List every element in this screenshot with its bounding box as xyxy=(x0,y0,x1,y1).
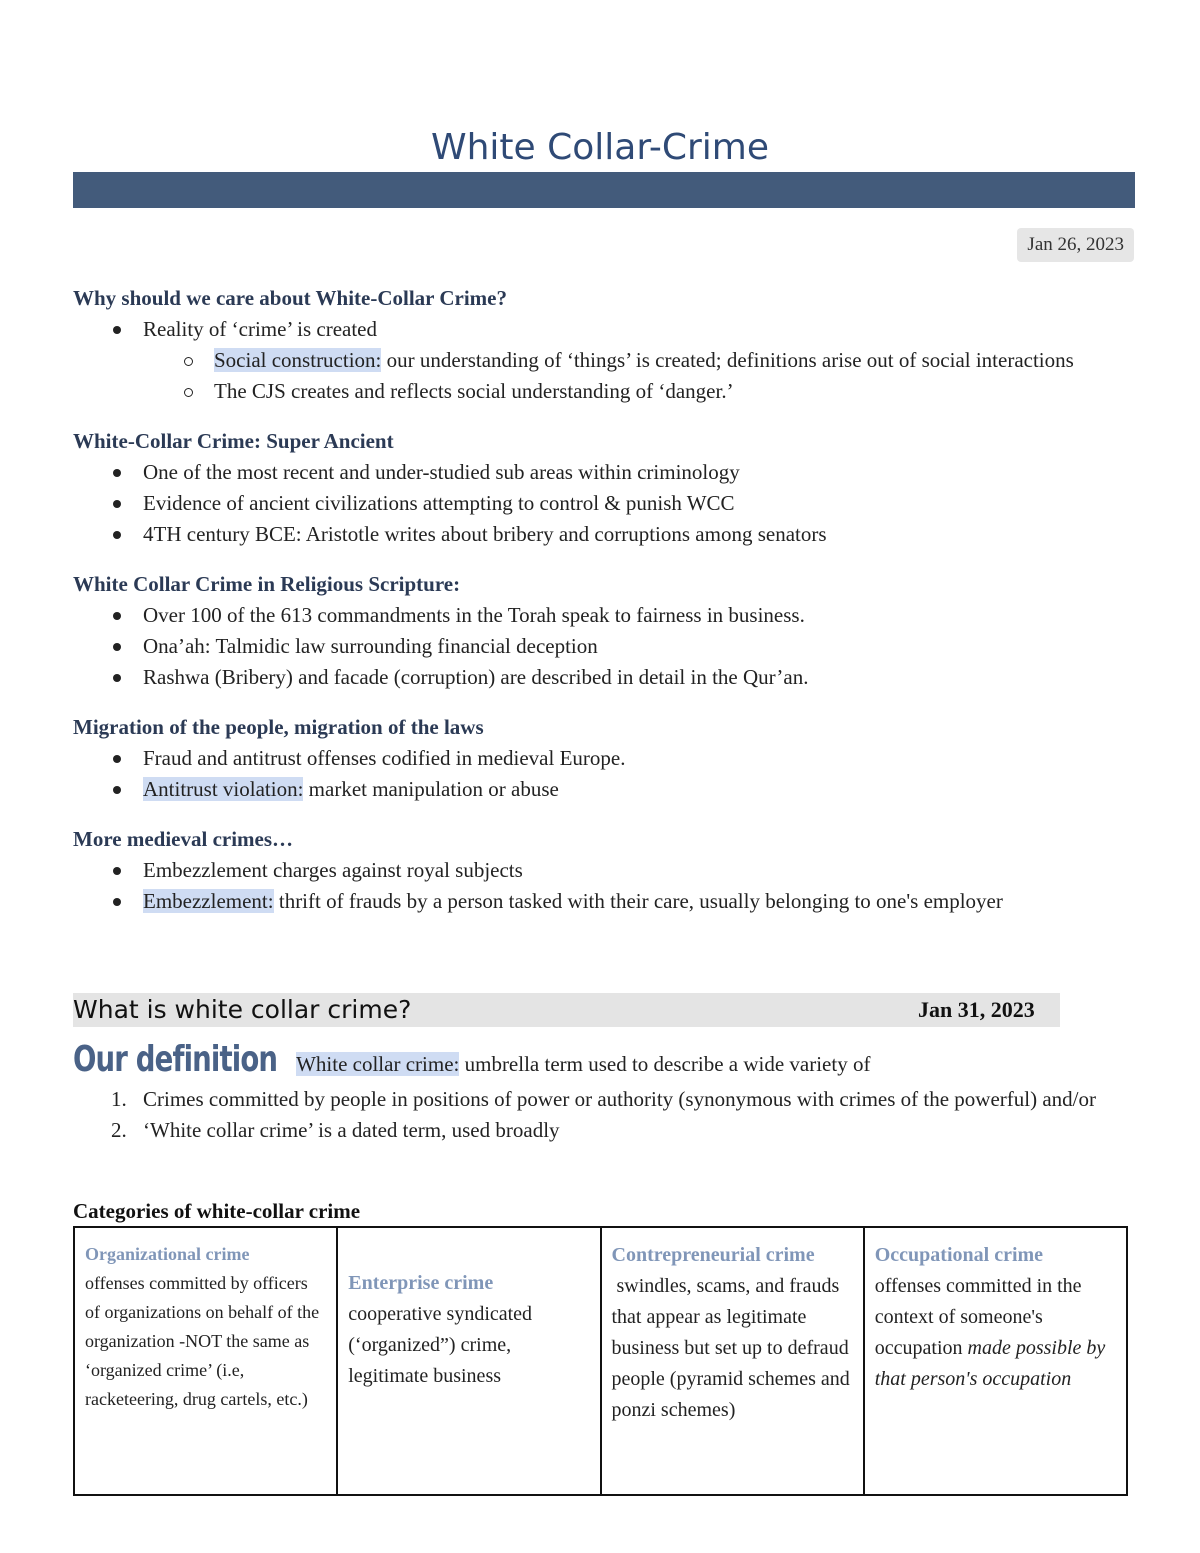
bullet-list xyxy=(73,855,1135,917)
list-item xyxy=(73,774,1135,805)
table-row xyxy=(74,1227,1127,1495)
list-item: Over 100 of the 613 commandments in the Torah speak to fairness in business. xyxy=(73,600,1135,631)
cell-text-plain: offenses committed in the context of someone's occupation xyxy=(874,1275,1082,1359)
list-number: 2. xyxy=(111,1118,127,1142)
definition-label: Our definition xyxy=(73,1039,278,1080)
cell-title: Enterprise crime xyxy=(348,1272,494,1294)
cell-title: Occupational crime xyxy=(874,1244,1044,1266)
list-item: One of the most recent and under-studied sub areas within criminology xyxy=(73,457,1135,488)
cell-text xyxy=(875,1271,1116,1395)
list-item: 4TH century BCE: Aristotle writes about bribery and corruptions among senators xyxy=(73,519,1135,550)
title-underline-bar xyxy=(73,172,1135,208)
heading2-date: Jan 31, 2023 xyxy=(918,997,1035,1022)
section-heading: Migration of the people, migration of the laws xyxy=(73,715,484,739)
numbered-list xyxy=(73,1084,1135,1146)
highlighted-term: Embezzlement: xyxy=(143,889,274,913)
list-item xyxy=(73,1115,1135,1146)
list-item-text: our understanding of ‘things’ is created; definitions arise out of social interactions xyxy=(381,348,1074,372)
notes-content xyxy=(73,283,1135,917)
highlighted-term: Antitrust violation: xyxy=(143,777,304,801)
list-item xyxy=(73,345,1135,376)
table-cell xyxy=(337,1227,600,1495)
section-heading: More medieval crimes… xyxy=(73,827,294,851)
list-item: Embezzlement charges against royal subjects xyxy=(73,855,1135,886)
table-cell xyxy=(864,1227,1127,1495)
cell-title: Contrepreneurial crime xyxy=(611,1244,815,1266)
definition-text: umbrella term used to describe a wide variety of xyxy=(459,1052,871,1076)
list-item-text: Crimes committed by people in positions of power or authority (synonymous with crimes of the powerful) and/or xyxy=(143,1087,1096,1111)
bullet-list xyxy=(73,457,1135,550)
list-item: Evidence of ancient civilizations attempting to control & punish WCC xyxy=(73,488,1135,519)
date-chip[interactable]: Jan 26, 2023 xyxy=(1017,228,1134,262)
list-item-text: thrift of frauds by a person tasked with their care, usually belonging to one's employer xyxy=(273,889,1003,913)
highlighted-term: Social construction: xyxy=(214,348,382,372)
list-item-text: market manipulation or abuse xyxy=(303,777,559,801)
list-item xyxy=(73,886,1135,917)
heading2-title: What is white collar crime? xyxy=(73,995,412,1024)
list-item: Reality of ‘crime’ is created xyxy=(73,314,1135,345)
categories-heading: Categories of white-collar crime xyxy=(73,1199,361,1223)
cell-text: swindles, scams, and frauds that appear as legitimate business but set up to defraud people (pyramid schemes and ponzi schemes) xyxy=(611,1275,855,1421)
list-number: 1. xyxy=(111,1087,127,1111)
cell-text: offenses committed by officers of organizations on behalf of the organization -NOT the same as ‘organized crime’ (i.e, racketeering, drug cartels, etc.) xyxy=(85,1273,320,1409)
bullet-list xyxy=(73,600,1135,693)
bullet-list xyxy=(73,314,1135,407)
table-cell xyxy=(601,1227,864,1495)
document-title: White Collar-Crime xyxy=(431,127,769,168)
highlighted-term: White collar crime: xyxy=(296,1052,460,1076)
cell-title: Organizational crime xyxy=(85,1244,250,1264)
cell-text-italic: made possible by that person's occupation xyxy=(874,1337,1106,1390)
section-heading: Why should we care about White-Collar Crime? xyxy=(73,286,507,310)
section-heading: White-Collar Crime: Super Ancient xyxy=(73,429,394,453)
list-item xyxy=(73,1084,1135,1115)
section-heading: White Collar Crime in Religious Scripture: xyxy=(73,572,461,596)
list-item: Fraud and antitrust offenses codified in medieval Europe. xyxy=(73,743,1135,774)
list-item-text: ‘White collar crime’ is a dated term, used broadly xyxy=(143,1118,560,1142)
cell-text: cooperative syndicated (‘organized”) crime, legitimate business xyxy=(348,1303,533,1387)
table-cell xyxy=(74,1227,337,1495)
categories-table xyxy=(73,1226,1128,1496)
bullet-list xyxy=(73,743,1135,805)
list-item: Ona’ah: Talmidic law surrounding financial deception xyxy=(73,631,1135,662)
list-item: Rashwa (Bribery) and facade (corruption) are described in detail in the Qur’an. xyxy=(73,662,1135,693)
definition-line xyxy=(73,1038,1135,1086)
list-item: The CJS creates and reflects social understanding of ‘danger.’ xyxy=(73,376,1135,407)
